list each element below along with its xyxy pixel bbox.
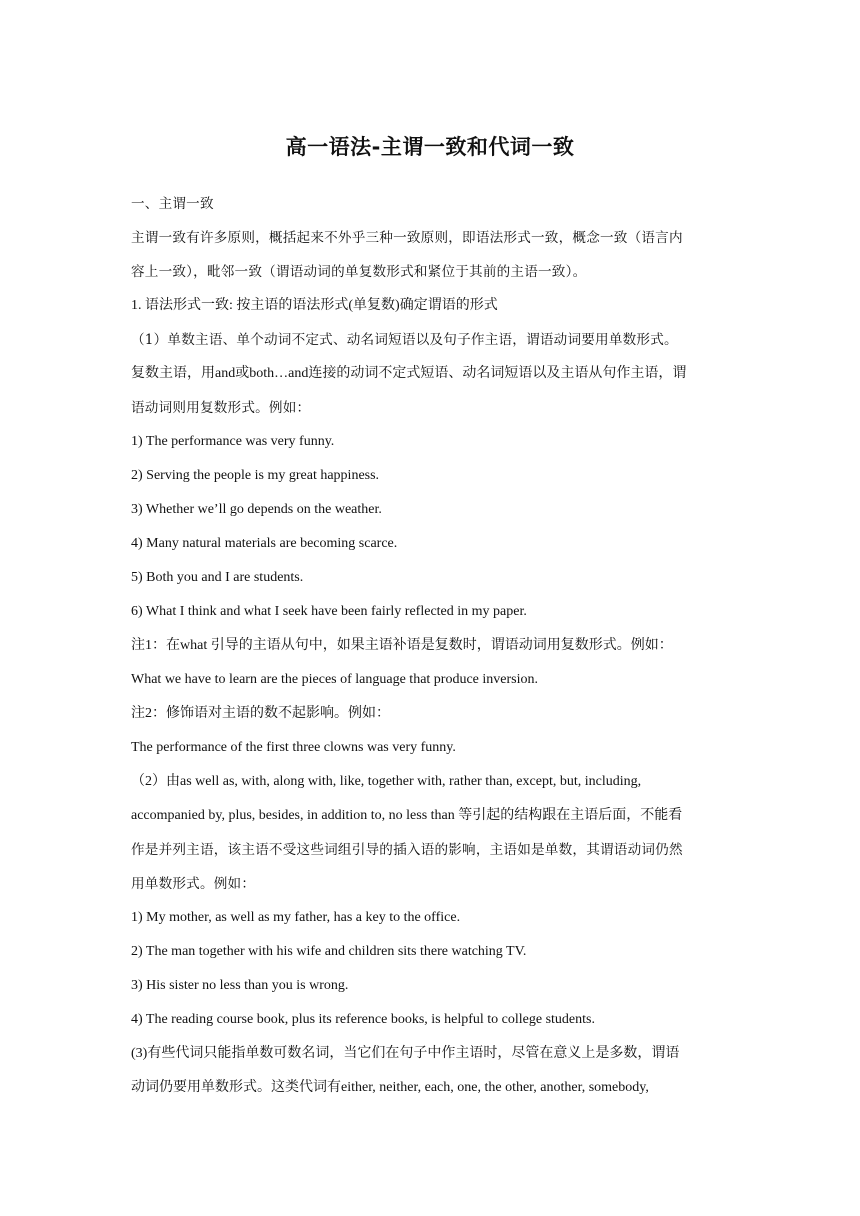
example-sentence: 3) His sister no less than you is wrong. — [131, 978, 349, 993]
example-sentence: 3) Whether we’ll go depends on the weather. — [131, 502, 382, 517]
text-line: 复数主语，用and或both…and连接的动词不定式短语、动名词短语以及主语从句作主语，谓 — [131, 366, 687, 381]
example-sentence: 2) The man together with his wife and children sits there watching TV. — [131, 944, 527, 959]
text-line: （2）由as well as, with, along with, like, together with, rather than, except, but, including, — [131, 774, 642, 789]
text-line: 用单数形式。例如： — [131, 876, 256, 892]
example-sentence: 5) Both you and I are students. — [131, 570, 304, 585]
text-line: (3)有些代词只能指单数可数名词，当它们在句子中作主语时，尽管在意义上是多数，谓语 — [131, 1046, 680, 1061]
text-line: 一、主谓一致 — [131, 196, 214, 212]
example-sentence: 6) What I think and what I seek have been fairly reflected in my paper. — [131, 604, 527, 619]
example-sentence: What we have to learn are the pieces of language that produce inversion. — [131, 672, 538, 687]
example-sentence: 2) Serving the people is my great happiness. — [131, 468, 380, 483]
text-line: accompanied by, plus, besides, in addition to, no less than 等引起的结构跟在主语后面，不能看 — [131, 808, 683, 823]
text-line: 1. 语法形式一致: 按主语的语法形式(单复数)确定谓语的形式 — [131, 298, 498, 313]
example-sentence: 1) The performance was very funny. — [131, 434, 335, 449]
text-line: 作是并列主语，该主语不受这些词组引导的插入语的影响，主语如是单数，其谓语动词仍然 — [131, 842, 683, 858]
text-line: 动词仍要用单数形式。这类代词有either, neither, each, one, the other, another, somebody, — [131, 1080, 649, 1095]
text-line: 主谓一致有许多原则，概括起来不外乎三种一致原则，即语法形式一致，概念一致（语言内 — [131, 230, 683, 246]
note-line: 注2：修饰语对主语的数不起影响。例如： — [131, 706, 390, 721]
text-line: 容上一致），毗邻一致（谓语动词的单复数形式和紧位于其前的主语一致）。 — [131, 264, 587, 280]
text-line: （1）单数主语、单个动词不定式、动名词短语以及句子作主语，谓语动词要用单数形式。 — [131, 332, 678, 348]
example-sentence: The performance of the first three clowns was very funny. — [131, 740, 456, 755]
example-sentence: 1) My mother, as well as my father, has a key to the office. — [131, 910, 461, 925]
example-sentence: 4) The reading course book, plus its reference books, is helpful to college students. — [131, 1012, 595, 1027]
note-line: 注1：在what 引导的主语从句中，如果主语补语是复数时，谓语动词用复数形式。例如： — [131, 638, 673, 653]
document-title: 高一语法-主谓一致和代词一致 — [285, 135, 575, 159]
text-line: 语动词则用复数形式。例如： — [131, 400, 311, 416]
example-sentence: 4) Many natural materials are becoming scarce. — [131, 536, 398, 551]
